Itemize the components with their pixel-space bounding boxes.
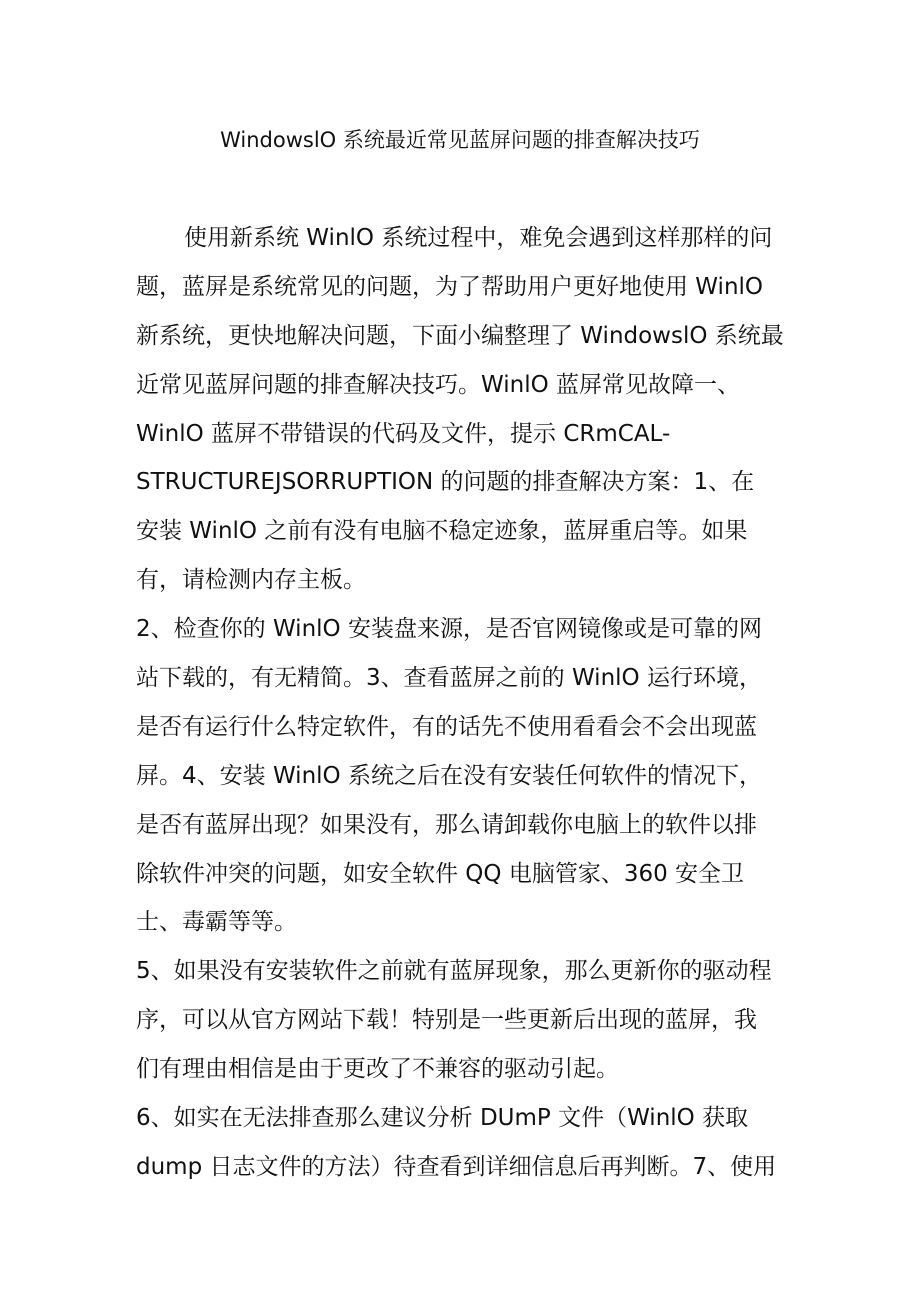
paragraph-line: 题，蓝屏是系统常见的问题，为了帮助用户更好地使用 WinlO [136, 273, 764, 300]
paragraph-line: 6、如实在无法排查那么建议分析 DUmP 文件（WinlO 获取 [136, 1105, 749, 1132]
paragraph-line: 除软件冲突的问题，如安全软件 QQ 电脑管家、360 安全卫 [136, 860, 745, 887]
paragraph-line: 有，请检测内存主板。 [136, 567, 366, 594]
paragraph-line: 站下载的，有无精简。3、查看蓝屏之前的 WinlO 运行环境， [136, 665, 762, 692]
document-body [136, 218, 786, 1196]
paragraph-line: 士、毒霸等等。 [136, 909, 297, 936]
paragraph-line: 新系统，更快地解决问题，下面小编整理了 WindowslO 系统最 [136, 322, 784, 349]
paragraph-line: 们有理由相信是由于更改了不兼容的驱动引起。 [136, 1056, 619, 1083]
paragraph-line: 5、如果没有安装软件之前就有蓝屏现象，那么更新你的驱动程 [136, 958, 772, 985]
paragraph-line: 安装 WinlO 之前有没有电脑不稳定迹象，蓝屏重启等。如果 [136, 518, 748, 545]
paragraph-line: 屏。4、安装 WinlO 系统之后在没有安装任何软件的情况下， [136, 762, 762, 789]
paragraph-line: 是否有运行什么特定软件，有的话先不使用看看会不会出现蓝 [136, 713, 757, 740]
paragraph-line: 使用新系统 WinlO 系统过程中，难免会遇到这样那样的问 [184, 225, 773, 251]
paragraph-line: STRUCTUREJSORRUPTION 的问题的排查解决方案：1、在 [136, 469, 755, 496]
paragraph-line: 2、检查你的 WinlO 安装盘来源，是否官网镜像或是可靠的网 [136, 616, 762, 643]
paragraph-line: dump 日志文件的方法）待查看到详细信息后再判断。7、使用 [136, 1153, 777, 1180]
paragraph-line: 序，可以从官方网站下载！特别是一些更新后出现的蓝屏，我 [136, 1007, 757, 1034]
paragraph-line: 近常见蓝屏问题的排查解决技巧。WinlO 蓝屏常见故障一、 [136, 371, 741, 398]
document-title: WindowslO 系统最近常见蓝屏问题的排查解决技巧 [220, 128, 700, 152]
paragraph-line: WinlO 蓝屏不带错误的代码及文件，提示 CRmCAL- [136, 420, 671, 447]
paragraph-line: 是否有蓝屏出现？如果没有，那么请卸载你电脑上的软件以排 [136, 811, 757, 838]
